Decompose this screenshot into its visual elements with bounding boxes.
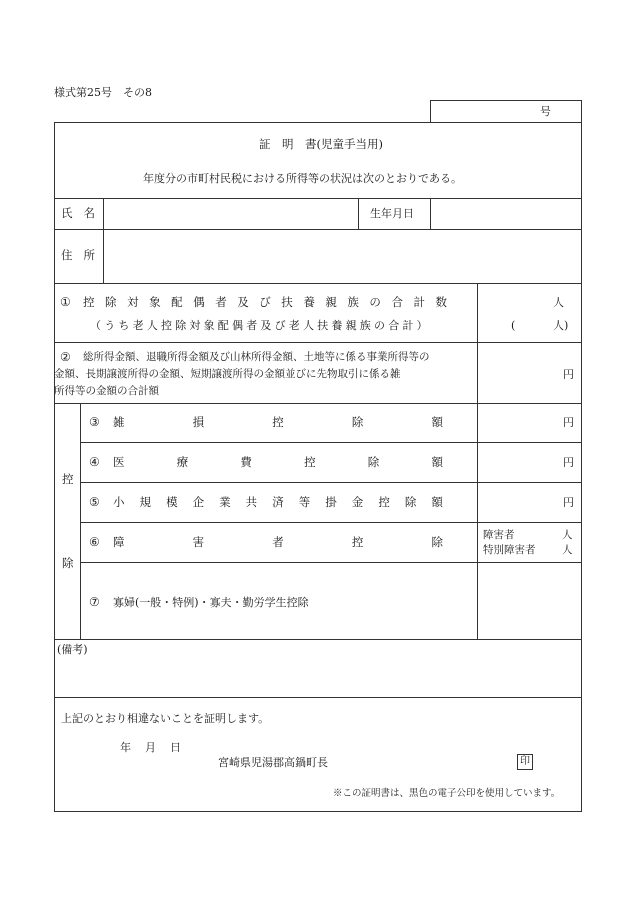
- row3-number: ③: [89, 415, 100, 429]
- form-title: 証 明 書(児童手当用): [259, 137, 383, 151]
- name-divider: [103, 198, 104, 283]
- form-id: 様式第25号 その8: [54, 86, 152, 99]
- rule: [54, 283, 582, 284]
- value-divider: [477, 283, 478, 639]
- birthdate-label: 生年月日: [370, 207, 414, 220]
- row6-label: 障 害 者 控 除: [113, 535, 443, 549]
- frame-left: [54, 122, 55, 811]
- date-year: 年: [120, 741, 131, 754]
- rule: [54, 697, 582, 698]
- row5-number: ⑤: [89, 495, 100, 509]
- statement: 年度分の市町村民税における所得等の状況は次のとおりである。: [143, 172, 462, 185]
- row7-label: 寡婦(一般・特例)・寡夫・勤労学生控除: [113, 596, 309, 609]
- row2-line3: 所得等の金額の合計額: [54, 385, 159, 397]
- deduction-side-2: 除: [62, 556, 74, 570]
- row6-disabled-unit: 人: [562, 529, 573, 541]
- certify-text: 上記のとおり相違ないことを証明します。: [61, 712, 270, 725]
- row2-unit: 円: [563, 368, 574, 381]
- rule: [54, 229, 582, 230]
- row2-line2: 金額、長期譲渡所得の金額、短期譲渡所得の金額並びに先物取引に係る雑: [54, 368, 401, 380]
- frame-top: [54, 122, 582, 123]
- rule: [80, 522, 582, 523]
- date-day: 日: [170, 741, 181, 754]
- rule: [80, 562, 582, 563]
- number-box-top: [430, 100, 582, 101]
- row6-disabled-label: 障害者: [483, 529, 515, 541]
- rule: [54, 639, 582, 640]
- row1-unit-close: 人): [553, 319, 569, 332]
- row1-unit: 人: [553, 296, 564, 309]
- number-box-left: [430, 100, 431, 122]
- rule: [54, 403, 582, 404]
- row3-label: 雑 損 控 除 額: [113, 415, 443, 429]
- row4-label: 医 療 費 控 除 額: [113, 455, 443, 469]
- row6-special-unit: 人: [562, 544, 573, 556]
- row4-unit: 円: [563, 456, 574, 469]
- row1-sublabel: （うち老人控除対象配偶者及び老人扶養親族の合計）: [90, 319, 431, 332]
- name-label: 氏 名: [61, 206, 95, 220]
- row5-unit: 円: [563, 496, 574, 509]
- row4-number: ④: [89, 455, 100, 469]
- row7-number: ⑦: [89, 595, 100, 609]
- rule: [80, 442, 582, 443]
- deduction-side-1: 控: [62, 472, 74, 486]
- rule: [54, 342, 582, 343]
- row1-number: ①: [60, 295, 71, 309]
- birth-divider-right: [430, 198, 431, 229]
- address-label: 住 所: [61, 248, 95, 262]
- rule: [54, 198, 582, 199]
- row5-label: 小 規 模 企 業 共 済 等 掛 金 控 除 額: [113, 495, 443, 509]
- birth-divider-left: [358, 198, 359, 229]
- row6-special-label: 特別障害者: [483, 544, 536, 556]
- frame-bottom: [54, 811, 582, 812]
- seal-mark: 印: [517, 754, 533, 770]
- row1-unit-open: (: [511, 319, 516, 332]
- footnote: ※この証明書は、黒色の電子公印を使用しています。: [333, 788, 561, 799]
- deduction-divider: [80, 403, 81, 639]
- row3-unit: 円: [563, 416, 574, 429]
- remarks-label: (備考): [57, 643, 88, 656]
- issuer: 宮崎県児湯郡高鍋町長: [218, 756, 328, 769]
- row6-number: ⑥: [89, 535, 100, 549]
- row2-number: ②: [60, 350, 71, 364]
- row1-label: 控 除 対 象 配 偶 者 及 び 扶 養 親 族 の 合 計 数: [83, 295, 447, 309]
- frame-right: [581, 100, 582, 811]
- rule: [80, 482, 582, 483]
- row2-line1: 総所得金額、退職所得金額及び山林所得金額、土地等に係る事業所得等の: [83, 351, 430, 363]
- date-month: 月: [145, 741, 156, 754]
- number-label: 号: [540, 105, 551, 118]
